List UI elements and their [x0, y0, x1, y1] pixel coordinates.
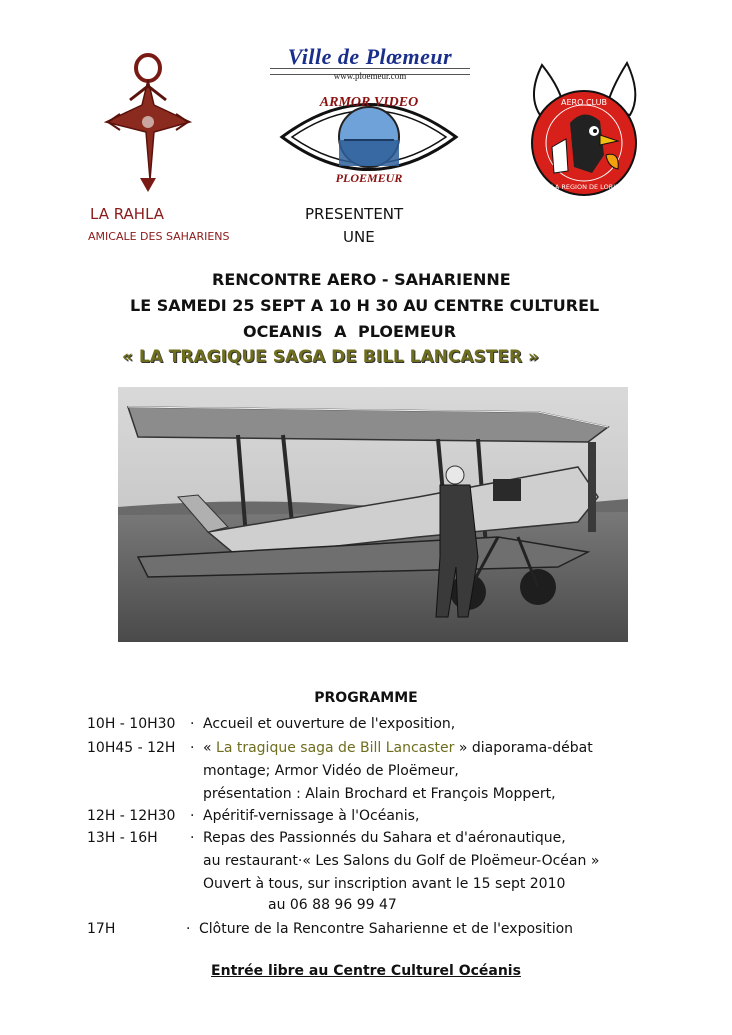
quote-open: « — [203, 740, 217, 756]
event-date-line: LE SAMEDI 25 SEPT A 10 H 30 AU CENTRE CULTUREL — [130, 296, 600, 315]
ville-url: www.ploemeur.com — [333, 71, 407, 81]
aero-club-badge-logo — [522, 55, 647, 200]
armor-video-eye-logo — [278, 82, 460, 192]
ville-de-ploemeur-title: Ville de Plœmeur — [287, 44, 453, 69]
programme-title: PROGRAMME — [314, 690, 418, 706]
programme-text: Apéritif-vernissage à l'Océanis, — [203, 808, 420, 824]
programme-time: 13H - 16H — [87, 830, 158, 846]
presentent-label: PRESENTENT — [305, 205, 404, 223]
programme-bullet: · — [190, 740, 195, 756]
programme-text: Clôture de la Rencontre Saharienne et de l'exposition — [199, 921, 574, 937]
programme-phone: au 06 88 96 99 47 — [268, 897, 397, 913]
aero-club-top-text: AERO CLUB — [561, 98, 607, 107]
programme-text: Accueil et ouverture de l'exposition, — [203, 716, 456, 732]
programme-text: Repas des Passionnés du Sahara et d'aéronautique, — [203, 830, 566, 846]
saga-title: « LA TRAGIQUE SAGA DE BILL LANCASTER » — [122, 347, 539, 367]
programme-time: 12H - 12H30 — [87, 808, 176, 824]
event-place-line: OCEANIS A PLOEMEUR — [243, 322, 457, 341]
programme-text: au restaurant·« Les Salons du Golf de Ploëmeur-Océan » — [203, 853, 600, 869]
la-rahla-label: LA RAHLA — [90, 205, 165, 223]
programme-text: présentation : Alain Brochard et François Moppert, — [203, 786, 556, 802]
entree-libre-footer: Entrée libre au Centre Culturel Océanis — [211, 963, 521, 979]
armor-video-top-text: ARMOR VIDEO — [319, 95, 419, 110]
aero-club-bottom-text: DE LA REGION DE LORIENT — [539, 183, 629, 191]
quote-close-text: » diaporama-débat — [454, 740, 593, 756]
programme-text: Ouvert à tous, sur inscription avant le 15 sept 2010 — [203, 876, 566, 892]
amicale-des-sahariens-label: AMICALE DES SAHARIENS — [88, 230, 230, 243]
programme-time: 10H - 10H30 — [87, 716, 176, 732]
programme-bullet: · — [190, 808, 195, 824]
programme-time: 17H — [87, 921, 116, 937]
programme-text-first — [203, 740, 593, 756]
saga-highlight: La tragique saga de Bill Lancaster — [216, 740, 455, 756]
programme-bullet: · — [190, 830, 195, 846]
armor-video-bottom-text: PLOEMEUR — [335, 171, 403, 185]
programme-bullet: · — [190, 716, 195, 732]
event-title-line: RENCONTRE AERO - SAHARIENNE — [212, 270, 511, 289]
une-label: UNE — [343, 228, 375, 246]
programme-text: montage; Armor Vidéo de Ploëmeur, — [203, 763, 459, 779]
biplane-photo — [118, 387, 628, 642]
rahla-cross-logo — [100, 50, 195, 195]
programme-time: 10H45 - 12H — [87, 740, 176, 756]
programme-bullet: · — [186, 921, 191, 937]
